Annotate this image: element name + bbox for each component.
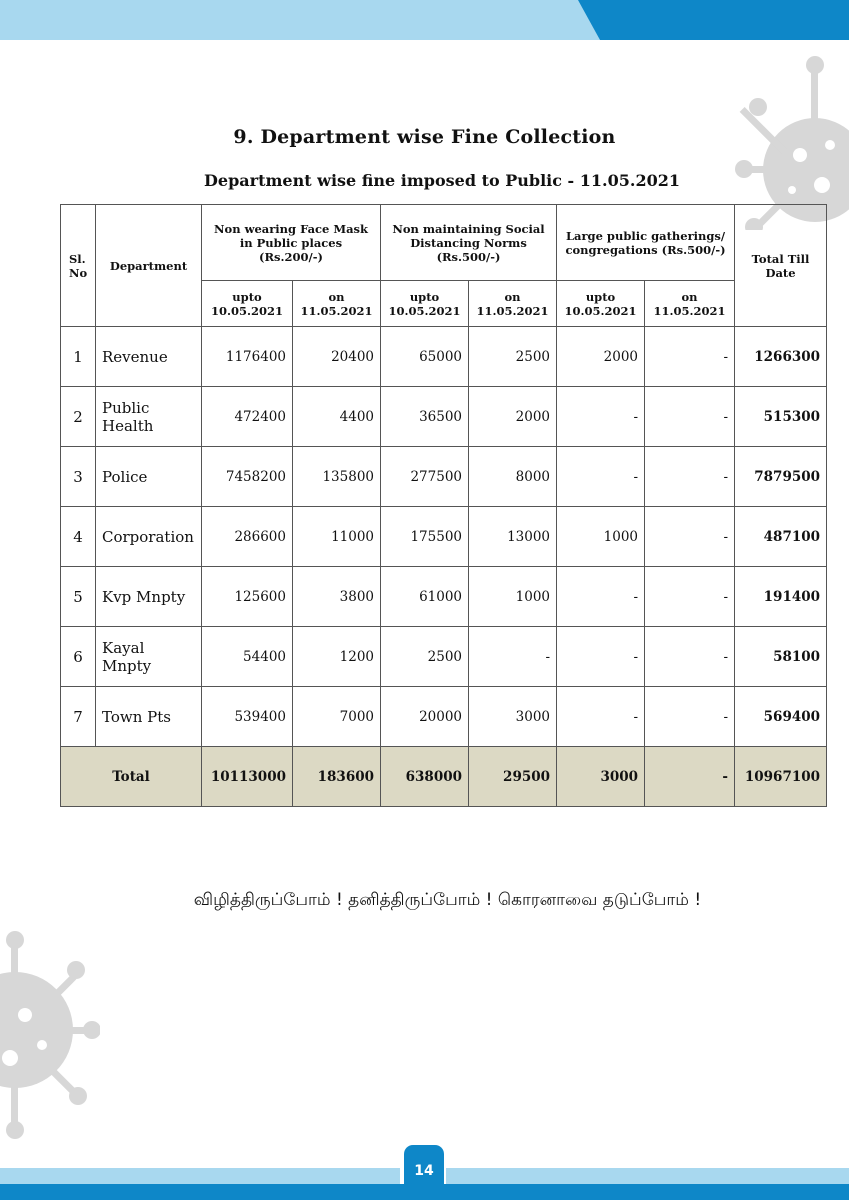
cell-sl: 6 bbox=[61, 627, 96, 687]
cell-sd-on: - bbox=[469, 627, 557, 687]
cell-mask-on-total: 183600 bbox=[293, 747, 381, 807]
cell-mask-on: 3800 bbox=[293, 567, 381, 627]
cell-sd-on: 2000 bbox=[469, 387, 557, 447]
header-band-light bbox=[0, 0, 600, 40]
cell-mask-on: 7000 bbox=[293, 687, 381, 747]
fine-collection-table bbox=[60, 204, 827, 807]
cell-lg-on: - bbox=[645, 387, 735, 447]
cell-mask-upto: 1176400 bbox=[202, 327, 293, 387]
cell-lg-on: - bbox=[645, 567, 735, 627]
header-department: Department bbox=[96, 205, 202, 327]
cell-lg-on: - bbox=[645, 327, 735, 387]
cell-mask-upto: 125600 bbox=[202, 567, 293, 627]
cell-mask-upto: 472400 bbox=[202, 387, 293, 447]
cell-mask-on: 135800 bbox=[293, 447, 381, 507]
cell-department: Kayal Mnpty bbox=[96, 627, 202, 687]
cell-sl: 4 bbox=[61, 507, 96, 567]
cell-lg-upto: 2000 bbox=[557, 327, 645, 387]
table-total-row bbox=[61, 747, 827, 807]
header-large-gatherings: Large public gatherings/ congregations (Rs.500/-) bbox=[557, 205, 735, 281]
table-row bbox=[61, 627, 827, 687]
subheader-mask-on: on 11.05.2021 bbox=[293, 281, 381, 327]
cell-total: 191400 bbox=[735, 567, 827, 627]
cell-sd-on: 8000 bbox=[469, 447, 557, 507]
cell-mask-on: 1200 bbox=[293, 627, 381, 687]
cell-lg-upto: - bbox=[557, 387, 645, 447]
cell-lg-upto: 1000 bbox=[557, 507, 645, 567]
header-sl-no: Sl. No bbox=[61, 205, 96, 327]
cell-sd-upto: 20000 bbox=[381, 687, 469, 747]
cell-lg-on: - bbox=[645, 447, 735, 507]
subheader-sd-on: on 11.05.2021 bbox=[469, 281, 557, 327]
table-subtitle: Department wise fine imposed to Public - 11.05.2021 bbox=[204, 171, 680, 190]
cell-sd-on-total: 29500 bbox=[469, 747, 557, 807]
cell-sl: 7 bbox=[61, 687, 96, 747]
cell-lg-on: - bbox=[645, 627, 735, 687]
cell-mask-on: 11000 bbox=[293, 507, 381, 567]
cell-sl: 1 bbox=[61, 327, 96, 387]
cell-mask-on: 20400 bbox=[293, 327, 381, 387]
cell-sl: 3 bbox=[61, 447, 96, 507]
table-row bbox=[61, 447, 827, 507]
cell-total: 58100 bbox=[735, 627, 827, 687]
header-face-mask: Non wearing Face Mask in Public places (Rs.200/-) bbox=[202, 205, 381, 281]
cell-lg-on: - bbox=[645, 687, 735, 747]
table-row bbox=[61, 327, 827, 387]
subheader-lg-on: on 11.05.2021 bbox=[645, 281, 735, 327]
cell-total: 515300 bbox=[735, 387, 827, 447]
subheader-mask-upto: upto 10.05.2021 bbox=[202, 281, 293, 327]
cell-mask-on: 4400 bbox=[293, 387, 381, 447]
cell-mask-upto-total: 10113000 bbox=[202, 747, 293, 807]
subheader-sd-upto: upto 10.05.2021 bbox=[381, 281, 469, 327]
cell-mask-upto: 286600 bbox=[202, 507, 293, 567]
page-title: 9. Department wise Fine Collection bbox=[233, 126, 616, 148]
cell-sd-on: 2500 bbox=[469, 327, 557, 387]
cell-total: 487100 bbox=[735, 507, 827, 567]
cell-total-label: Total bbox=[61, 747, 202, 807]
cell-mask-upto: 54400 bbox=[202, 627, 293, 687]
cell-sd-on: 13000 bbox=[469, 507, 557, 567]
cell-sd-on: 1000 bbox=[469, 567, 557, 627]
cell-department: Police bbox=[96, 447, 202, 507]
table-row bbox=[61, 567, 827, 627]
header-social-distancing: Non maintaining Social Distancing Norms (Rs.500/-) bbox=[381, 205, 557, 281]
cell-sd-upto: 2500 bbox=[381, 627, 469, 687]
cell-department: Revenue bbox=[96, 327, 202, 387]
header-total-till-date: Total Till Date bbox=[735, 205, 827, 327]
cell-sd-upto: 175500 bbox=[381, 507, 469, 567]
cell-lg-upto: - bbox=[557, 567, 645, 627]
cell-lg-on: - bbox=[645, 507, 735, 567]
cell-mask-upto: 539400 bbox=[202, 687, 293, 747]
cell-grand-total: 10967100 bbox=[735, 747, 827, 807]
cell-department: Corporation bbox=[96, 507, 202, 567]
cell-sd-upto: 65000 bbox=[381, 327, 469, 387]
page-number: 14 bbox=[404, 1145, 444, 1200]
table-row bbox=[61, 507, 827, 567]
cell-total: 7879500 bbox=[735, 447, 827, 507]
cell-department: Town Pts bbox=[96, 687, 202, 747]
cell-sd-upto: 277500 bbox=[381, 447, 469, 507]
cell-lg-upto: - bbox=[557, 687, 645, 747]
cell-sd-upto: 36500 bbox=[381, 387, 469, 447]
cell-total: 569400 bbox=[735, 687, 827, 747]
cell-department: Public Health bbox=[96, 387, 202, 447]
tamil-slogan: விழித்திருப்போம் ! தனித்திருப்போம் ! கொரனாவை தடுப்போம் ! bbox=[193, 890, 702, 910]
cell-mask-upto: 7458200 bbox=[202, 447, 293, 507]
cell-lg-on-total: - bbox=[645, 747, 735, 807]
table-row bbox=[61, 387, 827, 447]
cell-department: Kvp Mnpty bbox=[96, 567, 202, 627]
cell-sd-upto: 61000 bbox=[381, 567, 469, 627]
subheader-lg-upto: upto 10.05.2021 bbox=[557, 281, 645, 327]
cell-sl: 5 bbox=[61, 567, 96, 627]
table-row bbox=[61, 687, 827, 747]
cell-lg-upto: - bbox=[557, 447, 645, 507]
header-band-dark bbox=[578, 0, 849, 40]
virus-illustration-bottom-left bbox=[0, 930, 100, 1140]
cell-sd-on: 3000 bbox=[469, 687, 557, 747]
cell-sd-upto-total: 638000 bbox=[381, 747, 469, 807]
cell-lg-upto: - bbox=[557, 627, 645, 687]
cell-total: 1266300 bbox=[735, 327, 827, 387]
cell-sl: 2 bbox=[61, 387, 96, 447]
cell-lg-upto-total: 3000 bbox=[557, 747, 645, 807]
